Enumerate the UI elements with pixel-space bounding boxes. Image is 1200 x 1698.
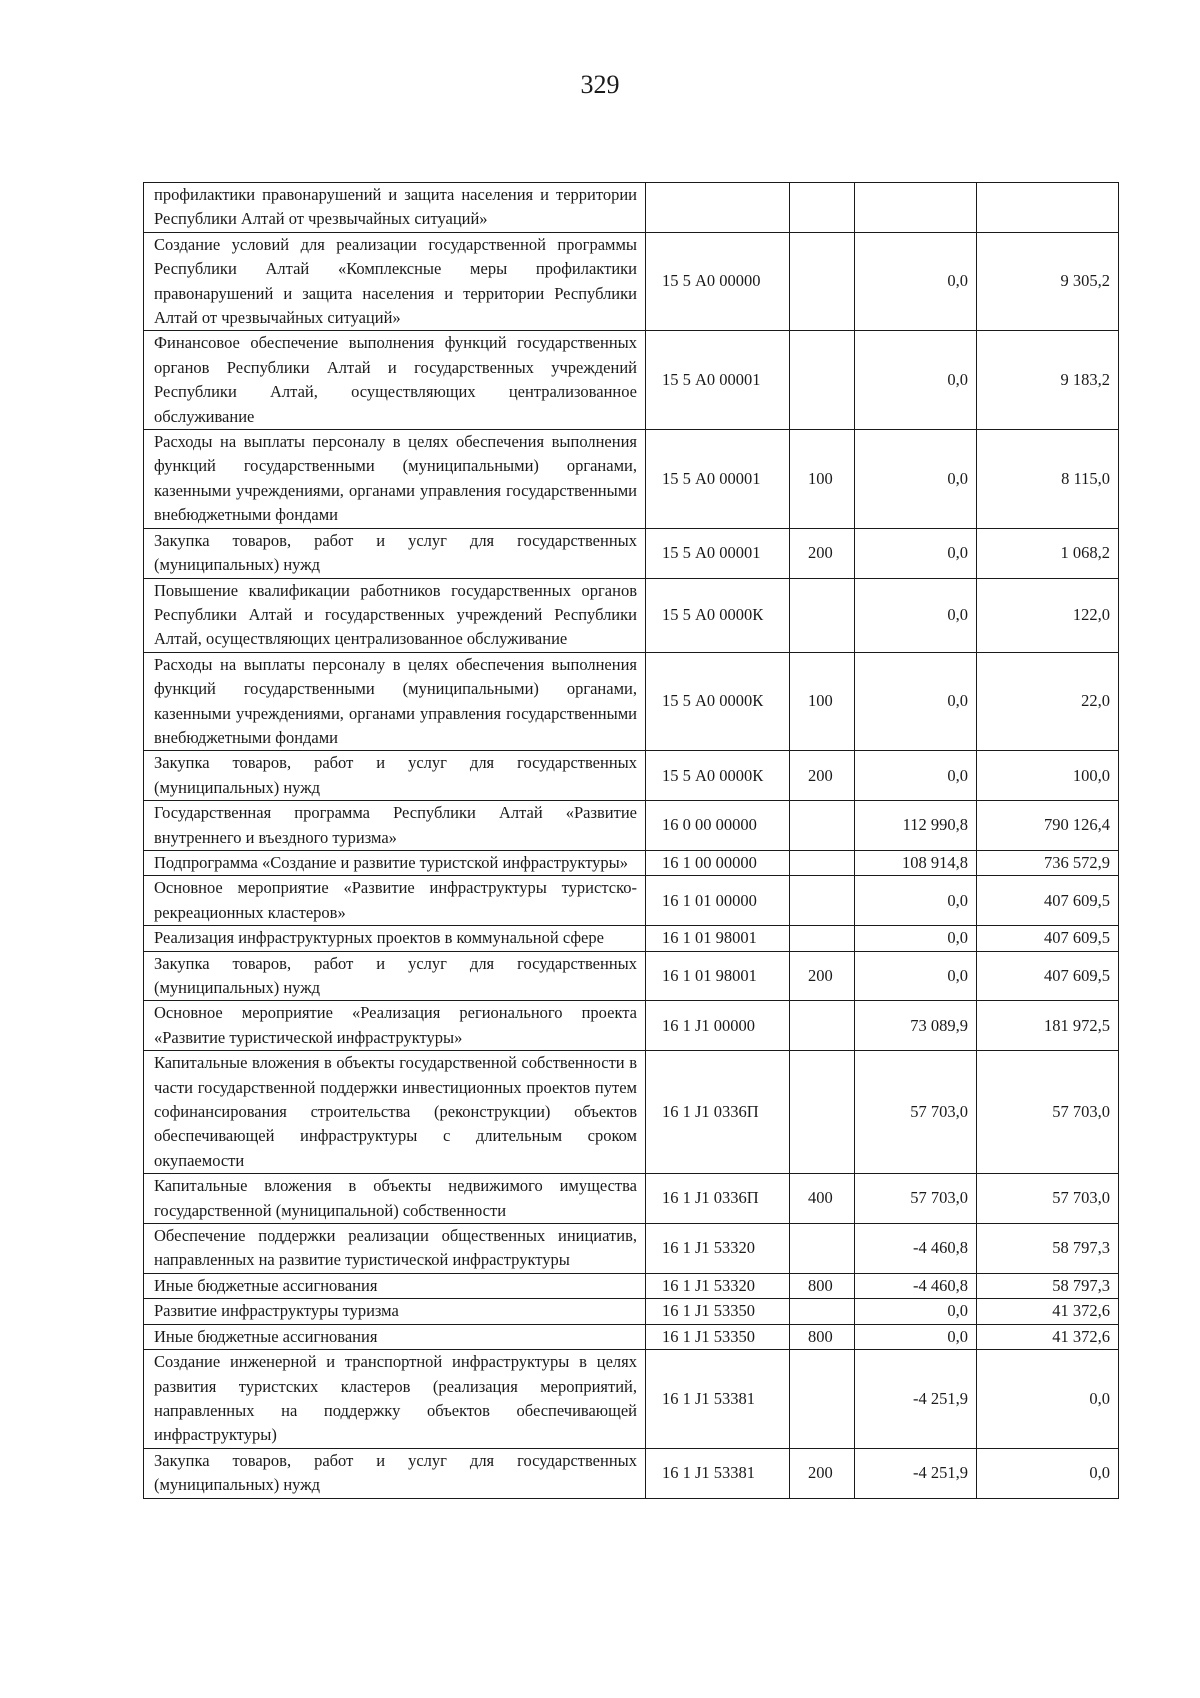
- row-amount-change: 0,0: [855, 652, 977, 751]
- row-amount-change: -4 251,9: [855, 1448, 977, 1498]
- row-expense-type: [790, 232, 855, 331]
- row-expense-type: 200: [790, 951, 855, 1001]
- row-description: Финансовое обеспечение выполнения функций государственных органов Республики Алтай и государственных учреждений Республики Алтай, осуществляющих централизованное обслуживание: [144, 331, 646, 430]
- row-expense-type: [790, 876, 855, 926]
- row-description: Основное мероприятие «Развитие инфраструктуры туристско-рекреационных кластеров»: [144, 876, 646, 926]
- row-target-code: 15 5 А0 00001: [646, 528, 790, 578]
- budget-table: [143, 182, 1119, 1499]
- row-expense-type: 400: [790, 1174, 855, 1224]
- row-amount-change: -4 251,9: [855, 1350, 977, 1449]
- row-amount-total: 407 609,5: [977, 926, 1119, 951]
- row-target-code: 15 5 А0 00001: [646, 430, 790, 529]
- table-row: [144, 1174, 1119, 1224]
- row-amount-change: 0,0: [855, 430, 977, 529]
- table-row: [144, 801, 1119, 851]
- row-expense-type: [790, 331, 855, 430]
- budget-table-body: [144, 183, 1119, 1499]
- row-expense-type: [790, 850, 855, 875]
- table-row: [144, 331, 1119, 430]
- row-amount-total: 0,0: [977, 1448, 1119, 1498]
- row-description: Капитальные вложения в объекты недвижимого имущества государственной (муниципальной) собственности: [144, 1174, 646, 1224]
- row-expense-type: [790, 926, 855, 951]
- row-amount-change: 108 914,8: [855, 850, 977, 875]
- row-description: Обеспечение поддержки реализации общественных инициатив, направленных на развитие туристической инфраструктуры: [144, 1224, 646, 1274]
- row-expense-type: 800: [790, 1324, 855, 1349]
- row-amount-total: 407 609,5: [977, 876, 1119, 926]
- row-amount-change: -4 460,8: [855, 1224, 977, 1274]
- table-row: [144, 430, 1119, 529]
- table-row: [144, 528, 1119, 578]
- row-expense-type: 200: [790, 528, 855, 578]
- row-amount-total: 8 115,0: [977, 430, 1119, 529]
- row-amount-change: [855, 183, 977, 233]
- table-row: [144, 232, 1119, 331]
- row-target-code: 16 1 J1 53350: [646, 1324, 790, 1349]
- row-description: Капитальные вложения в объекты государственной собственности в части государственной поддержки инвестиционных проектов путем софинансирования строительства (реконструкции) объектов обеспечивающей инфраструктуры с длительным сроком окупаемости: [144, 1051, 646, 1174]
- row-amount-change: 73 089,9: [855, 1001, 977, 1051]
- table-row: [144, 850, 1119, 875]
- row-expense-type: 200: [790, 751, 855, 801]
- row-amount-total: 0,0: [977, 1350, 1119, 1449]
- row-amount-total: 181 972,5: [977, 1001, 1119, 1051]
- row-amount-change: -4 460,8: [855, 1273, 977, 1298]
- row-expense-type: [790, 1350, 855, 1449]
- row-description: Закупка товаров, работ и услуг для государственных (муниципальных) нужд: [144, 528, 646, 578]
- row-amount-total: 57 703,0: [977, 1174, 1119, 1224]
- row-amount-change: 0,0: [855, 331, 977, 430]
- row-amount-total: 57 703,0: [977, 1051, 1119, 1174]
- row-target-code: 16 1 J1 53350: [646, 1299, 790, 1324]
- row-amount-change: 0,0: [855, 751, 977, 801]
- table-row: [144, 578, 1119, 652]
- row-amount-total: 736 572,9: [977, 850, 1119, 875]
- row-description: Подпрограмма «Создание и развитие туристской инфраструктуры»: [144, 850, 646, 875]
- row-description: Государственная программа Республики Алтай «Развитие внутреннего и въездного туризма»: [144, 801, 646, 851]
- row-amount-change: 0,0: [855, 578, 977, 652]
- row-expense-type: 100: [790, 652, 855, 751]
- row-target-code: [646, 183, 790, 233]
- row-target-code: 15 5 А0 0000К: [646, 652, 790, 751]
- row-expense-type: [790, 1224, 855, 1274]
- row-amount-total: 122,0: [977, 578, 1119, 652]
- table-row: [144, 1051, 1119, 1174]
- row-description: профилактики правонарушений и защита населения и территории Республики Алтай от чрезвычайных ситуаций»: [144, 183, 646, 233]
- row-target-code: 16 1 J1 53320: [646, 1224, 790, 1274]
- row-description: Повышение квалификации работников государственных органов Республики Алтай и государственных учреждений Республики Алтай, осуществляющих централизованное обслуживание: [144, 578, 646, 652]
- row-amount-total: 1 068,2: [977, 528, 1119, 578]
- row-amount-change: 0,0: [855, 876, 977, 926]
- table-row: [144, 1299, 1119, 1324]
- row-target-code: 15 5 А0 0000К: [646, 751, 790, 801]
- row-amount-change: 0,0: [855, 951, 977, 1001]
- row-description: Закупка товаров, работ и услуг для государственных (муниципальных) нужд: [144, 951, 646, 1001]
- row-expense-type: 200: [790, 1448, 855, 1498]
- row-target-code: 16 1 J1 0336П: [646, 1051, 790, 1174]
- row-amount-change: 112 990,8: [855, 801, 977, 851]
- row-description: Иные бюджетные ассигнования: [144, 1324, 646, 1349]
- row-target-code: 16 1 J1 53381: [646, 1448, 790, 1498]
- table-row: [144, 183, 1119, 233]
- row-target-code: 16 1 01 98001: [646, 951, 790, 1001]
- row-target-code: 16 1 01 98001: [646, 926, 790, 951]
- row-amount-change: 0,0: [855, 528, 977, 578]
- table-row: [144, 1448, 1119, 1498]
- table-row: [144, 1001, 1119, 1051]
- row-target-code: 15 5 А0 0000К: [646, 578, 790, 652]
- table-row: [144, 751, 1119, 801]
- row-amount-total: 58 797,3: [977, 1224, 1119, 1274]
- row-amount-total: 41 372,6: [977, 1299, 1119, 1324]
- row-amount-total: 100,0: [977, 751, 1119, 801]
- row-amount-total: [977, 183, 1119, 233]
- row-amount-total: 790 126,4: [977, 801, 1119, 851]
- row-description: Закупка товаров, работ и услуг для государственных (муниципальных) нужд: [144, 751, 646, 801]
- row-amount-total: 58 797,3: [977, 1273, 1119, 1298]
- table-row: [144, 1324, 1119, 1349]
- row-expense-type: [790, 1051, 855, 1174]
- row-target-code: 16 1 J1 53320: [646, 1273, 790, 1298]
- row-amount-total: 22,0: [977, 652, 1119, 751]
- row-amount-total: 407 609,5: [977, 951, 1119, 1001]
- table-row: [144, 926, 1119, 951]
- table-row: [144, 1273, 1119, 1298]
- table-row: [144, 1350, 1119, 1449]
- row-amount-change: 57 703,0: [855, 1051, 977, 1174]
- page-number: 329: [580, 70, 620, 99]
- row-description: Закупка товаров, работ и услуг для государственных (муниципальных) нужд: [144, 1448, 646, 1498]
- row-target-code: 16 1 01 00000: [646, 876, 790, 926]
- row-description: Иные бюджетные ассигнования: [144, 1273, 646, 1298]
- row-amount-change: 0,0: [855, 1324, 977, 1349]
- row-amount-total: 9 183,2: [977, 331, 1119, 430]
- row-target-code: 16 1 J1 00000: [646, 1001, 790, 1051]
- row-expense-type: 100: [790, 430, 855, 529]
- row-description: Реализация инфраструктурных проектов в коммунальной сфере: [144, 926, 646, 951]
- table-row: [144, 876, 1119, 926]
- row-expense-type: [790, 183, 855, 233]
- row-expense-type: [790, 1001, 855, 1051]
- row-target-code: 15 5 А0 00001: [646, 331, 790, 430]
- row-amount-total: 41 372,6: [977, 1324, 1119, 1349]
- row-description: Расходы на выплаты персоналу в целях обеспечения выполнения функций государственными (муниципальными) органами, казенными учреждениями, органами управления государственными внебюджетными фондами: [144, 430, 646, 529]
- row-description: Создание условий для реализации государственной программы Республики Алтай «Комплексные меры профилактики правонарушений и защита населения и территории Республики Алтай от чрезвычайных ситуаций»: [144, 232, 646, 331]
- row-description: Развитие инфраструктуры туризма: [144, 1299, 646, 1324]
- table-row: [144, 951, 1119, 1001]
- row-description: Расходы на выплаты персоналу в целях обеспечения выполнения функций государственными (муниципальными) органами, казенными учреждениями, органами управления государственными внебюджетными фондами: [144, 652, 646, 751]
- row-amount-total: 9 305,2: [977, 232, 1119, 331]
- row-amount-change: 0,0: [855, 926, 977, 951]
- row-expense-type: [790, 578, 855, 652]
- row-target-code: 16 0 00 00000: [646, 801, 790, 851]
- row-target-code: 16 1 00 00000: [646, 850, 790, 875]
- table-row: [144, 1224, 1119, 1274]
- row-amount-change: 57 703,0: [855, 1174, 977, 1224]
- row-target-code: 15 5 А0 00000: [646, 232, 790, 331]
- row-expense-type: 800: [790, 1273, 855, 1298]
- row-description: Создание инженерной и транспортной инфраструктуры в целях развития туристских кластеров (реализация мероприятий, направленных на поддержку объектов обеспечивающей инфраструктуры): [144, 1350, 646, 1449]
- row-description: Основное мероприятие «Реализация регионального проекта «Развитие туристической инфраструктуры»: [144, 1001, 646, 1051]
- row-amount-change: 0,0: [855, 232, 977, 331]
- row-expense-type: [790, 801, 855, 851]
- table-row: [144, 652, 1119, 751]
- row-target-code: 16 1 J1 53381: [646, 1350, 790, 1449]
- row-amount-change: 0,0: [855, 1299, 977, 1324]
- row-target-code: 16 1 J1 0336П: [646, 1174, 790, 1224]
- row-expense-type: [790, 1299, 855, 1324]
